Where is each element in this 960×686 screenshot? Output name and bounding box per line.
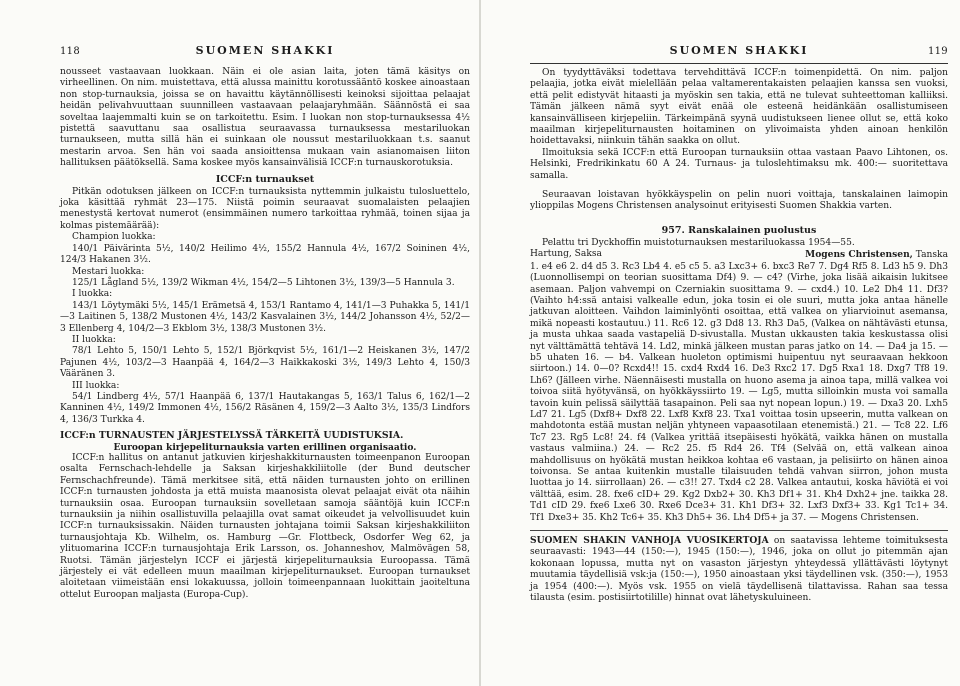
right-intro-paragraph: On tyydyttäväksi todettava tervehdittävä ICCF:n toimenpidettä. On nim. paljon pelaajia, jotka eivät mielellään pelaa valtamerentakaisten pelaajien kanssa sen vuoksi, että pelit edistyvät hitaasti ja myöskin sen takia, että ne tulevat suhteettoman kalliiksi. Tämän jälkeen nämä syyt eivät enää ole esteenä heidänkään osallistumiseen kansainvälliseen kirjepeliin. Tärkeimpänä syynä uudistukseen lienee ollut se, että koko maailman kirjepeliturnausten hoitaminen on ylivoimaista yhden ainoan henkilön hoidettavaksi, niinkuin tähän saakka on ollut.: [530, 68, 948, 147]
announcement-paragraph: Ilmoituksia sekä ICCF:n että Euroopan turnauksiin ottaa vastaan Paavo Lihtonen, os. Helsinki, Fredrikinkatu 60 A 24. Turnaus- ja tuloslehtimaksu mk. 400:— suoritettava samalla.: [530, 147, 948, 181]
group-label: II luokka:: [72, 334, 116, 345]
right-page-header: [530, 44, 948, 64]
notice-body: on saatavissa lehteme toimituksesta seuraavasti: 1943—44 (150:—), 1945 (150:—), 1946, joka on ollut jo pitemmän ajan kokonaan lopussa, mutta nyt on vasaston järjestyn yhteydessä yllättävästi löytynyt muutamia täydellisiä vsk:ja (150:—), 1950 ainoastaan yksi täydellinen vsk. (350:—), 1953 ja 1954 (400:—). Myös vsk. 1955 on vielä täydellisenä tilattavissa. Rahan saa tessa tilausta (esim. postisiirtotilille) hinnat ovat lähetyskuluineen.: [530, 536, 948, 604]
black-player-name: Mogens Christensen,: [805, 249, 913, 261]
iccf-results-intro: Pitkän odotuksen jälkeen on ICCF:n turnauksista nyttemmin julkaistu tulosluettelo, joka käsittää ryhmät 23—175. Niistä poimin seuraavat suomalaisten pelaajien menestystä kertovat numerot (ensimmäinen numero tarkoittaa ryhmää, toinen sijaa ja kolmas pistemäärää):: [60, 186, 470, 231]
game-number-heading: 957. Ranskalainen puolustus: [661, 224, 817, 236]
group-results: 140/1 Päivärinta 5½, 140/2 Heilimo 4½, 155/2 Hannula 4½, 167/2 Soininen 4½, 124/3 Hakanen 3½.: [60, 243, 470, 266]
notice-paragraph: [530, 535, 948, 604]
right-page: [480, 0, 960, 686]
group-label: Mestari luokka:: [72, 266, 145, 277]
group-label: Champion luokka:: [72, 232, 156, 243]
group-label: III luokka:: [72, 380, 120, 391]
game-moves: 1. e4 e6 2. d4 d5 3. Rc3 Lb4 4. e5 c5 5. a3 Lxc3+ 6. bxc3 Re7 7. Dg4 Rf5 8. Ld3 h5 9. Dh3 (Luonnollisempi on teorian suosittama Df4) 9. — c4? (Virhe, joka lisää aikaisin lukitsee asemaan. Paljon vahvempi on Czerniakin suosittama 9. — cxd4.) 10. Le2 Dh4 11. Df3? (Vaihto h4:ssä antaisi valkealle edun, joka tosin ei ole suuri, mutta joka antaa hänelle jatkuvan aloitteen. Vaihdon laiminlyönti osoittaa, että valkea on yliarvioinut asemansa, mikä nopeasti kostautuu.) 11. Rc6 12. g3 Dd8 13. Rh3 Da5, (Valkea on nähtävästi etunsa, ja musta uhkaa saada vastapeliä D-sivustalla. Mustan ukkausten takia keskustassa olisi nyt välttämättä tehtävä 14. Ld2, minkä jälkeen mustan paras jatko on 14. — Da4 ja 15. — b5 uhaten 16. — b4. Valkean huoleton optimismi huipentuu nyt seuraavaan hekkoon siirtoon.) 14. 0—0? Rcxd4!! 15. cxd4 Rxd4 16. De3 Rxc2 17. Dg5 Rxa1 18. Dxg7 Tf8 19. Lh6? (Jälleen virhe. Näennäisesti mustalla on huono asema ja ainoa tapa, millä valkea voi toivoa siitä hyötyvänsä, on hyökkäyssiirto 19. — Lg5, mutta silloinkin musta voi samalla tavoin kuin pelissä säilyttää tasapainon. Peli saa nyt nopean lopun.) 19. — Dxa3 20. Lxh5 Ld7 21. Lg5 (Dxf8+ Dxf8 22. Lxf8 Kxf8 23. Txa1 voittaa tosin upseerin, mutta valkean on mahdotonta estää mustan neljän yhtyneen vapaasotilaan etenemistä.) 21. — Tc8 22. Lf6 Tc7 23. Rg5 Lc8! 24. f4 (Valkea yrittää itsepäisesti hyökätä, vaikka hänen on mustalla vastaus valmiina.) 24. — Rc2 25. f5 Rd4 26. Tf4 (Selvää on, että valkean ainoa mahdollisuus on hyökätä mustan heikkoa kohtaa e6 vastaan, ja pelisiirto on hänen ainoa toivonsa. Se antaa kuitenkin mustalle tilaisuuden tehdä vahvan siirron, johon musta luottaa jo 14. siirrollaan) 26. — c3!! 27. Txd4 c2 28. Valkea antautui, koska häviötä ei voi välttää, esim. 28. fxe6 cID+ 29. Kg2 Dxb2+ 30. Kh3 Df1+ 31. Kh4 Dxh2+ jne. taikka 28. Td1 cID 29. fxe6 Lxe6 30. Rxe6 Dce3+ 31. Kh1 Df3+ 32. Lxf3 Dxf3+ 33. Kg1 Tc1+ 34. Tf1 Dxe3+ 35. Kh2 Tc6+ 35. Kh3 Dh5+ 36. Lh4 Df5+ ja 37. — Mogens Christensen.: [530, 261, 948, 523]
left-page-header: [60, 44, 470, 63]
left-intro-paragraph: nousseet vastaavaan luokkaan. Näin ei ole asian laita, joten tämä käsitys on virheellinen. On nim. muistettava, että alussa mainittu korotussääntö koskee ainoastaan non stop-turnauksia, joissa se on havaittu käytännöllisesti keinoksi sijoittaa pelaajat heidän pelivahvuuttaan suunnilleen vastaavaan pelaajaryhmään. Säännöstä ei saa soveltaa laajemmalti kuin se on tarkoitettu. Esim. I luokan non stop-turnauksessa 4½ pistettä saavuttanu saa osallistua seuraavassa turnauksessa mestariluokan turnaukseen, mutta sillä hän ei suinkaan ole noussut mestariluokkaan t.s. saanut mestarin arvoa. Sen hän voi saada ansioittensa mukaan vain asianomaisen liiton hallituksen päätöksellä. Sama koskee myös kansainvälisiä ICCF:n turnauskorotuksia.: [60, 67, 470, 169]
notice-heading: SUOMEN SHAKIN VANHOJA VUOSIKERTOJA: [530, 535, 769, 547]
white-player: Hartung, Saksa: [530, 249, 602, 260]
section-heading-iccf-tournaments: ICCF:n turnaukset: [215, 173, 315, 185]
black-player-country: Tanska: [915, 250, 948, 261]
section-heading-iccf-reforms: ICCF:n TURNAUSTEN JÄRJESTELYSSÄ TÄRKEITÄ UUDISTUKSIA.: [60, 430, 404, 442]
running-title: SUOMEN SHAKKI: [195, 44, 335, 57]
section-subheading: Euroopan kirjepeliturnauksia varten erillinen organisaatio.: [113, 441, 417, 453]
group-results: 125/1 Lågland 5½, 139/2 Wikman 4½, 154/2—5 Lihtonen 3½, 139/3—5 Hannula 3.: [72, 277, 455, 288]
group-results: 143/1 Löytymäki 5½, 145/1 Erämetsä 4, 153/1 Rantamo 4, 141/1—3 Puhakka 5, 141/1—3 Laitinen 5, 138/2 Mustonen 4½, 143/2 Kasvalainen 3½, 144/2 Johansson 4½, 52/2—3 Ellenberg 4, 104/2—3 Ekblom 3½, 138/3 Mustonen 3½.: [60, 300, 470, 334]
running-title: SUOMEN SHAKKI: [669, 44, 809, 57]
page-number: 118: [60, 46, 80, 57]
game-players-line: [530, 249, 948, 261]
divider-rule: [530, 530, 948, 531]
page-number: 119: [927, 46, 948, 57]
iccf-reforms-body: ICCF:n hallitus on antanut jatkuvien kirjeshakkiturnausten toimeenpanon Euroopan osalta Fernschach-lehdelle ja Saksan kirjeshakkiliitolle (der Bund deutscher Fernschachfreunde). Tämä merkitsee sitä, että näiden turnausten johto on erillinen ICCF:n turnausten johdosta ja että muista maanosista olevat pelaajat eivät ota näihin turnauksiin osaa. Euroopan turnauksiin sovelletaan samoja sääntöjä kuin ICCF:n turnauksiin ja niihin osallistuvilla pelaajilla ovat samat oikeudet ja velvollisuudet kuin ICCF:n turnauksissakin. Näiden turnausten johtajana toimii Saksan kirjeshakkiliiton turnausjohtaja Kb. Wilhelm, os. Hamburg —Gr. Flottbeck, Osdorfer Weg 62, ja ylituomarina ICCF:n turnausjohtaja Erik Larsson, os. Johanneshov, Malmövägen 58, Ruotsi. Tämän järjestelyn ICCF ei järjestä kirjepeliturnauksia Euroopassa. Tämä järjestely ei vät edelleen muun maailman kirjepeliturnaukset. Euroopan turnaukset aloitetaan viimeistään ensi lokakuussa, jolloin toimeenpannaan luokittain jaoiteltuna ottelut Euroopan maljasta (Europa-Cup).: [60, 453, 470, 600]
group-label: I luokka:: [72, 289, 113, 300]
game-event-line: Pelattu tri Dyckhoffin muistoturnauksen mestariluokassa 1954—55.: [542, 237, 855, 248]
game-lead-paragraph: Seuraavan loistavan hyökkäyspelin on pelin nuori voittaja, tanskalainen laimopin ylioppilas Mogens Christensen analysoinut erityisesti Suomen Shakkia varten.: [530, 190, 948, 212]
group-results: 78/1 Lehto 5, 150/1 Lehto 5, 152/1 Björkqvist 5½, 161/1—2 Heiskanen 3½, 147/2 Pajunen 4½, 103/2—3 Haanpää 4, 164/2—3 Haikkakoski 3½, 149/3 Lehto 4, 150/3 Vääränen 3.: [60, 346, 470, 380]
group-results: 54/1 Lindberg 4½, 57/1 Haanpää 6, 137/1 Hautakangas 5, 163/1 Talus 6, 162/1—2 Kanninen 4½, 149/2 Immonen 4½, 156/2 Räsänen 4, 159/2—3 Aalto 3½, 135/3 Lindfors 4, 136/3 Turkka 4.: [60, 391, 470, 425]
